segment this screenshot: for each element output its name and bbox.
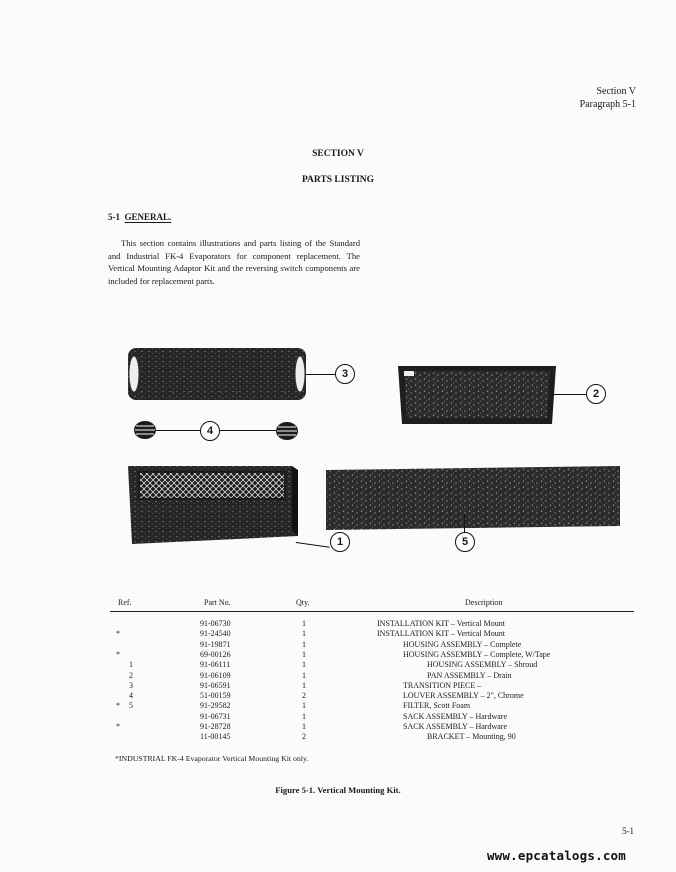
row-mark: * (116, 629, 120, 639)
row-part-number: 51-00159 (200, 691, 231, 701)
row-part-number: 91-06109 (200, 670, 231, 680)
row-qty: 1 (302, 722, 306, 731)
section-subtitle: PARTS LISTING (301, 175, 375, 185)
callout-5: 5 (455, 532, 475, 552)
figure-illustration (0, 330, 676, 570)
page-header (580, 85, 636, 111)
callout-1: 1 (330, 532, 350, 552)
row-ref: 4 (129, 691, 133, 701)
row-part-number: 91-24540 (200, 629, 231, 639)
row-qty: 1 (302, 660, 306, 670)
row-description: HOUSING ASSEMBLY – Complete, W/Tape (403, 649, 551, 659)
row-mark: * (116, 701, 120, 711)
watermark: www.epcatalogs.com (486, 848, 626, 863)
general-number: 5-1 (108, 212, 120, 222)
row-qty: 1 (302, 649, 306, 659)
housing-shroud (128, 466, 298, 544)
row-ref (124, 619, 138, 629)
row-part-number: 91-06591 (200, 680, 231, 690)
row-part-number: 91-06731 (200, 711, 231, 721)
row-ref: 1 (129, 660, 133, 670)
row-description: HOUSING ASSEMBLY – Shroud (427, 660, 538, 670)
row-qty: 1 (302, 680, 306, 690)
general-paragraph: This section contains illustrations and parts listing of the Standard and Industrial FK-4 Evaporators for component replacement. The Vertical Mounting Adaptor Kit and the reversing switch components are included for replacement parts. (108, 238, 360, 287)
row-description: SACK ASSEMBLY – Hardware (403, 722, 508, 731)
row-description: FILTER, Scott Foam (403, 701, 471, 711)
table-rule (110, 611, 634, 612)
col-header-part: Part No. (204, 598, 231, 607)
general-heading (108, 212, 171, 222)
row-description: LOUVER ASSEMBLY – 2", Chrome (403, 691, 524, 701)
foam-filter (326, 466, 620, 530)
row-part-number: 91-28728 (200, 722, 231, 731)
general-heading-text: GENERAL. (124, 212, 172, 222)
row-qty: 1 (302, 711, 306, 721)
row-description: HOUSING ASSEMBLY – Complete (403, 639, 522, 649)
row-part-number: 69-00126 (200, 649, 231, 659)
row-ref (124, 722, 138, 732)
row-ref (124, 629, 138, 639)
row-ref (124, 640, 138, 650)
callout-2: 2 (586, 384, 606, 404)
row-part-number: 91-06111 (200, 660, 231, 670)
callout-3: 3 (335, 364, 355, 384)
row-ref (124, 650, 138, 660)
row-description: TRANSITION PIECE – (403, 680, 482, 690)
row-description: SACK ASSEMBLY – Hardware (403, 711, 508, 721)
section-title: SECTION V (312, 149, 364, 159)
figure-caption: Figure 5-1. Vertical Mounting Kit. (275, 785, 401, 795)
row-ref (124, 712, 138, 722)
row-qty: 2 (302, 691, 306, 701)
row-description: BRACKET – Mounting, 90 (427, 732, 516, 742)
row-qty: 1 (302, 670, 306, 680)
row-ref: 2 (129, 670, 133, 680)
row-ref: 5 (129, 701, 133, 711)
row-part-number: 91-19871 (200, 639, 231, 649)
col-header-desc: Description (465, 598, 503, 607)
row-mark: * (116, 722, 120, 731)
row-mark: * (116, 649, 120, 659)
row-qty: 2 (302, 732, 306, 742)
header-section: Section V (596, 86, 636, 97)
callout-4: 4 (200, 421, 220, 441)
page-number: 5-1 (622, 826, 634, 836)
row-part-number: 91-06730 (200, 619, 231, 628)
row-qty: 1 (302, 619, 306, 628)
header-paragraph: Paragraph 5-1 (579, 99, 636, 110)
col-header-ref: Ref. (118, 598, 132, 607)
row-qty: 1 (302, 639, 306, 649)
transition-piece (128, 348, 306, 400)
row-ref: 3 (129, 680, 133, 690)
col-header-qty: Qty. (296, 598, 310, 607)
row-part-number: 91-29582 (200, 701, 231, 711)
row-description: INSTALLATION KIT – Vertical Mount (377, 629, 505, 639)
row-qty: 1 (302, 701, 306, 711)
row-qty: 1 (302, 629, 306, 639)
row-ref (124, 732, 138, 742)
row-description: PAN ASSEMBLY – Drain (427, 670, 512, 680)
row-description: INSTALLATION KIT – Vertical Mount (377, 619, 505, 628)
footnote: *INDUSTRIAL FK-4 Evaporator Vertical Mounting Kit only. (115, 754, 309, 763)
row-part-number: 11-00145 (200, 732, 231, 742)
